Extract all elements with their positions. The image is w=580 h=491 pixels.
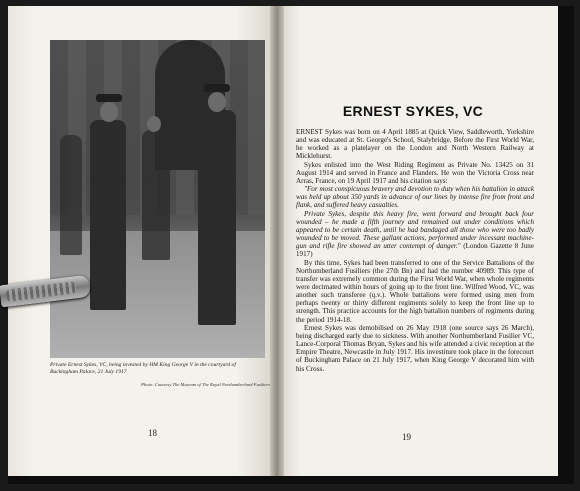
photo-figure-head bbox=[208, 92, 226, 112]
citation-text: Private Sykes, despite this heavy fire, went forward and brought back four wounded – he made a fifth journey and remained out under conditions which appeared to be certain death, until he had bandaged all those who were too badly wounded to be moved. These gallant actions, performed under incessant machine-gun and rifle fire showed an utter contempt of danger." bbox=[296, 209, 534, 251]
photo-caption: Private Ernest Sykes, VC, being invested by HM King George V in the courtyard of Buckingham Palace, 21 July 1917 bbox=[50, 362, 236, 375]
photo-credit: Photo: Courtesy The Museum of The Royal Northumberland Fusiliers bbox=[141, 382, 270, 387]
paragraph: ERNEST Sykes was born on 4 April 1885 at Quick View, Saddleworth, Yorkshire and was educated at St. George's School, Stalybridge. Before the First World War, he worked as a platelayer on the London and North Western Railway at Micklehurst. bbox=[296, 128, 534, 161]
photo-figure-background bbox=[60, 135, 82, 255]
chapter-title: ERNEST SYKES, VC bbox=[342, 103, 484, 119]
citation-paragraph bbox=[296, 210, 534, 259]
photo-figure-head bbox=[147, 116, 161, 132]
photo-figure-cap bbox=[96, 94, 122, 102]
page-number-right: 19 bbox=[402, 432, 411, 442]
photograph bbox=[50, 40, 265, 358]
page-number-left: 18 bbox=[148, 428, 157, 438]
photo-figure-officer bbox=[142, 130, 170, 260]
book-spine bbox=[270, 6, 284, 476]
photo-figure-cap bbox=[204, 84, 230, 92]
photo-figure-head bbox=[100, 102, 118, 122]
paragraph: By this time, Sykes had been transferred to one of the Service Battalions of the Northumberland Fusiliers (the 27th Bn) and had the number 40989. This type of transfer was extremely common during the First World War, when whole regiments were decimated within hours of going up to the front line. Wilfred Wood, VC, was another such transferee (q.v.). Whole battalions were formed using men from perhaps twenty or thirty different regiments solely to keep the front line up to strength. This practice accounts for the high battalion numbers of regiments during the period 1914-18. bbox=[296, 258, 534, 324]
photo-figure-king bbox=[90, 120, 126, 310]
paragraph: Ernest Sykes was demobilised on 26 May 1918 (one source says 26 March), being discharged early due to sickness. With another Northumberland Fusilier VC, Lance-Corporal Thomas Bryan, Sykes and his wife attended a civic reception at the Empire Theatre, Newcastle in July 1917. His investiture took place in the forecourt of Buckingham Palace on 21 July 1917, when King George V decorated him with his Cross. bbox=[296, 323, 534, 373]
citation-paragraph: "For most conspicuous bravery and devotion to duty when his battalion in attack was held up about 350 yards in advance of our lines by intense fire from front and flank, and suffered heavy casualties. bbox=[296, 185, 534, 210]
paragraph: Sykes enlisted into the West Riding Regiment as Private No. 13425 on 31 August 1914 and served in France and Flanders. He won the Victoria Cross near Arras, France, on 19 April 1917 and his citation says: bbox=[296, 160, 534, 185]
citation-source: (London Gazette 8 June 1917) bbox=[296, 242, 535, 259]
article-body bbox=[296, 128, 534, 373]
photo-figure-sykes bbox=[198, 110, 236, 325]
